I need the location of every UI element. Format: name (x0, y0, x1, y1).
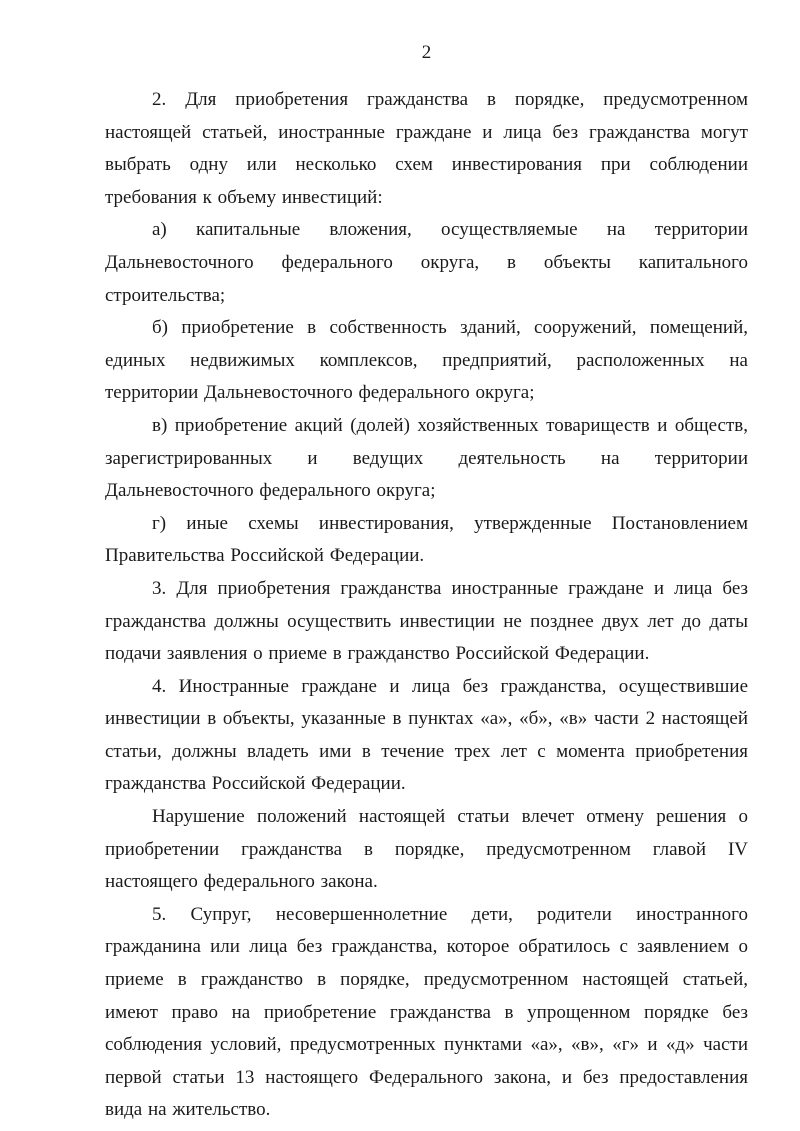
paragraph-item-g: г) иные схемы инвестирования, утвержденные Постановлением Правительства Российской Федерации. (105, 512, 748, 567)
paragraph-violation-clause: Нарушение положений настоящей статьи влечет отмену решения о приобретении гражданства в порядке, предусмотренном главой IV настоящего федерального закона. (105, 806, 748, 893)
paragraph-item-v: в) приобретение акций (долей) хозяйственных товариществ и обществ, зарегистрированных и ведущих деятельность на территории Дальневосточного федерального округа; (105, 414, 748, 502)
paragraph-item-b: б) приобретение в собственность зданий, сооружений, помещений, единых недвижимых комплексов, предприятий, расположенных на территории Дальневосточного федерального округа; (105, 317, 748, 404)
paragraph-item-a: а) капитальные вложения, осуществляемые на территории Дальневосточного федерального округа, в объекты капитального строительства; (105, 219, 748, 306)
document-body (105, 84, 748, 1127)
paragraph-part-3: 3. Для приобретения гражданства иностранные граждане и лица без гражданства должны осуществить инвестиции не позднее двух лет до даты подачи заявления о приеме в гражданство Российской Федерации. (105, 577, 748, 665)
paragraph-part-4: 4. Иностранные граждане и лица без гражданства, осуществившие инвестиции в объекты, указанные в пунктах «а», «б», «в» части 2 настоящей статьи, должны владеть ими в течение трех лет с момента приобретения гражданства Российской Федерации. (105, 675, 748, 795)
paragraph-part-5: 5. Супруг, несовершеннолетние дети, родители иностранного гражданина или лица без гражданства, которое обратилось с заявлением о приеме в гражданство в порядке, предусмотренном настоящей статьей, имеют право на приобретение гражданства в упрощенном порядке без соблюдения условий, предусмотренных пунктами «а», «в», «г» и «д» части первой статьи 13 настоящего Федерального закона, и без предоставления вида на жительство. (105, 903, 748, 1121)
paragraph-part-2: 2. Для приобретения гражданства в порядке, предусмотренном настоящей статьей, иностранные граждане и лица без гражданства могут выбрать одну или несколько схем инвестирования при соблюдении требования к объему инвестиций: (105, 89, 748, 208)
page-number: 2 (421, 42, 432, 63)
